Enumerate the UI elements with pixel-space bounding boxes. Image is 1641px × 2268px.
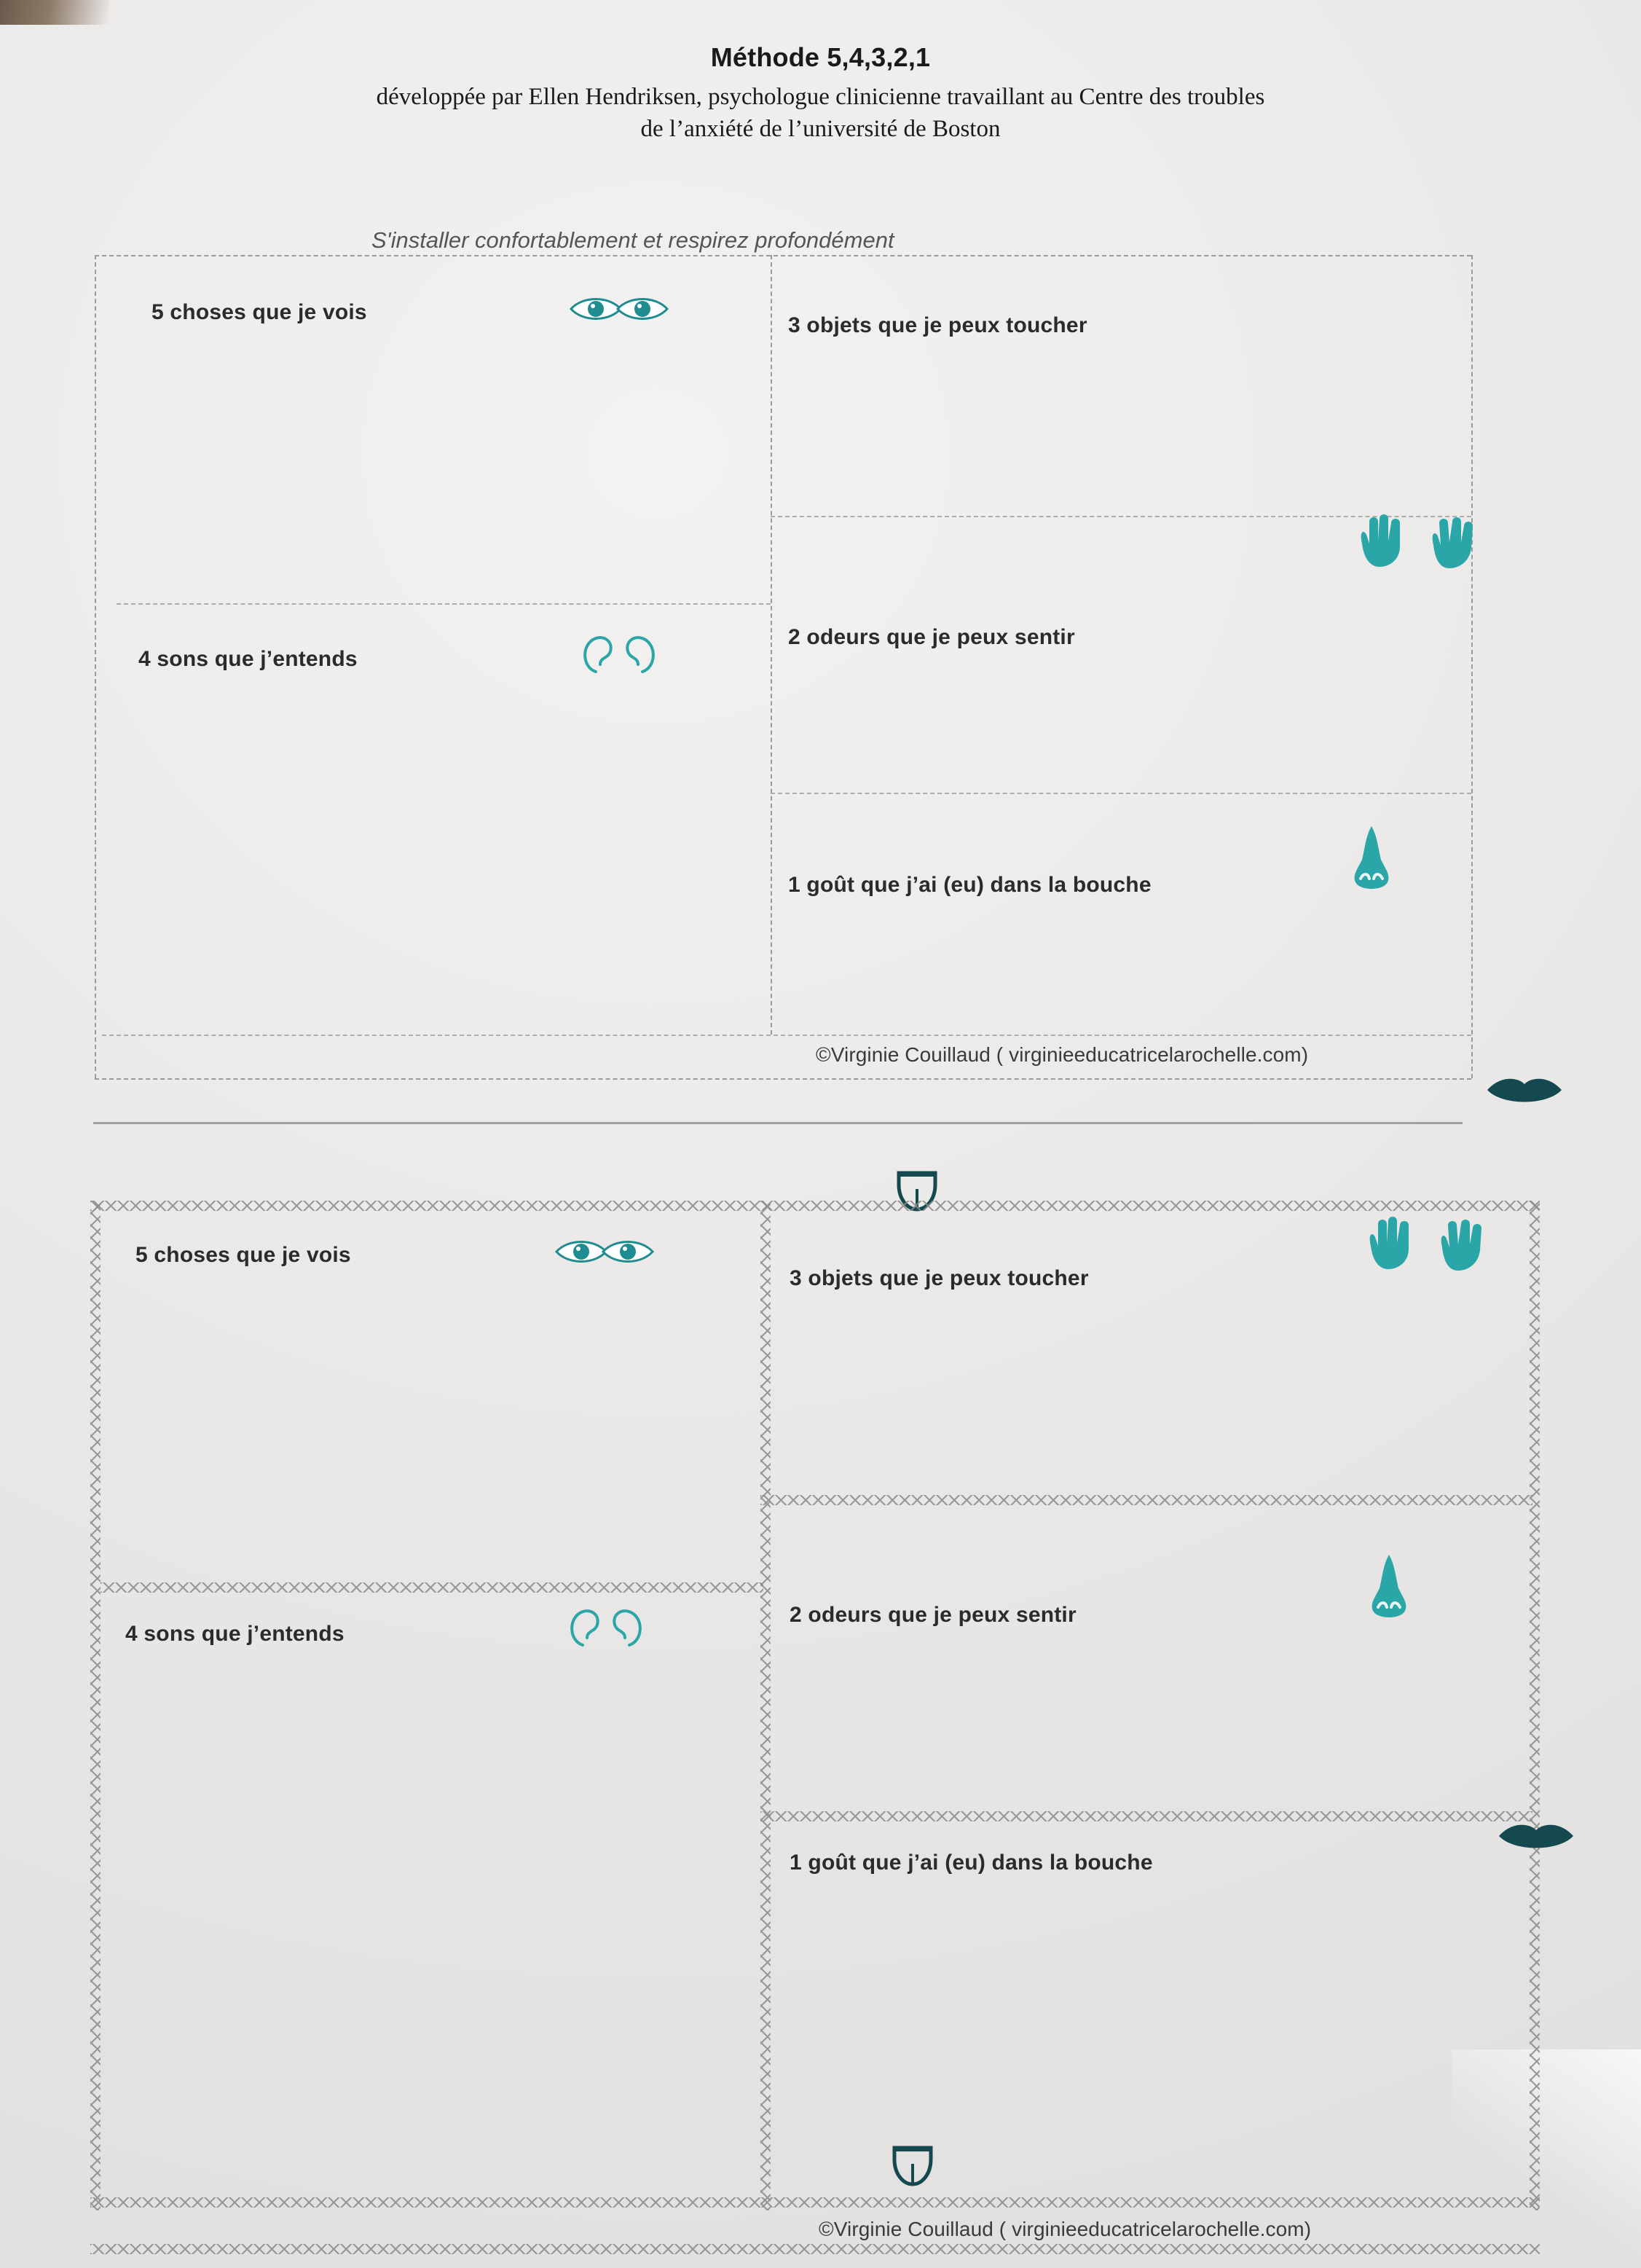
hands-icon	[1363, 1214, 1487, 1271]
sheet1-border-bottom	[95, 1078, 1471, 1080]
nose-icon	[1363, 1550, 1414, 1620]
sheet2-border-top	[90, 1201, 1540, 1211]
hands-icon	[1355, 511, 1479, 568]
sheet2-border-left	[90, 1201, 101, 2210]
sheet1-column-divider	[771, 255, 772, 1035]
cell-label-taste: 1 goût que j’ai (eu) dans la bouche	[790, 1851, 1153, 1875]
cell-label-hear: 4 sons que j’entends	[138, 647, 358, 671]
sheet-separator	[93, 1122, 1463, 1124]
cell-label-smell: 2 odeurs que je peux sentir	[790, 1603, 1077, 1627]
instruction-text: S'installer confortablement et respirez profondément	[371, 227, 894, 253]
sheet1-border-top	[95, 255, 1471, 256]
sheet1-left-divider	[117, 603, 771, 605]
sheet2-right-divider-1	[760, 1495, 1532, 1505]
sheet2-credit-divider	[90, 2244, 1540, 2254]
sheet2-left-divider	[101, 1582, 763, 1593]
page-header	[0, 42, 1641, 145]
nose-icon	[1346, 822, 1397, 892]
page-subtitle-line-1: développée par Ellen Hendriksen, psychologue clinicienne travaillant au Centre des troubles	[376, 84, 1265, 110]
tongue-icon	[890, 2142, 935, 2189]
ears-icon	[575, 632, 663, 676]
cell-label-hear: 4 sons que j’entends	[125, 1622, 345, 1646]
eyes-icon	[554, 1236, 656, 1268]
cell-label-see: 5 choses que je vois	[151, 300, 367, 324]
sheet1-border-left	[95, 255, 96, 1078]
sheet1-border-right	[1471, 255, 1473, 1078]
sheet2-right-divider-2	[760, 1811, 1532, 1821]
credit-line-2: ©Virginie Couillaud ( virginieeducatricelarochelle.com)	[819, 2218, 1312, 2240]
page-subtitle-line-2: de l’anxiété de l’université de Boston	[640, 115, 1001, 142]
cell-label-smell: 2 odeurs que je peux sentir	[788, 625, 1075, 649]
credit-line-1: ©Virginie Couillaud ( virginieeducatricelarochelle.com)	[816, 1043, 1309, 1066]
mouth-icon	[1484, 1074, 1565, 1107]
sheet2-border-bottom	[90, 2197, 1540, 2208]
cell-label-see: 5 choses que je vois	[135, 1243, 351, 1267]
sheet1-right-divider-2	[771, 793, 1471, 794]
sheet2-column-divider	[760, 1201, 771, 2210]
cell-label-touch: 3 objets que je peux toucher	[788, 313, 1087, 337]
worksheet-zigzag	[90, 1201, 1540, 2240]
cell-label-touch: 3 objets que je peux toucher	[790, 1266, 1089, 1290]
cell-label-taste: 1 goût que j’ai (eu) dans la bouche	[788, 873, 1152, 897]
ears-icon	[562, 1606, 650, 1649]
mouth-icon	[1496, 1820, 1576, 1853]
eyes-icon	[568, 293, 670, 325]
worksheet-dashed	[95, 227, 1471, 1078]
sheet2-border-right	[1530, 1201, 1540, 2210]
sheet1-credit-divider	[102, 1035, 1471, 1036]
page-title: Méthode 5,4,3,2,1	[710, 42, 931, 72]
